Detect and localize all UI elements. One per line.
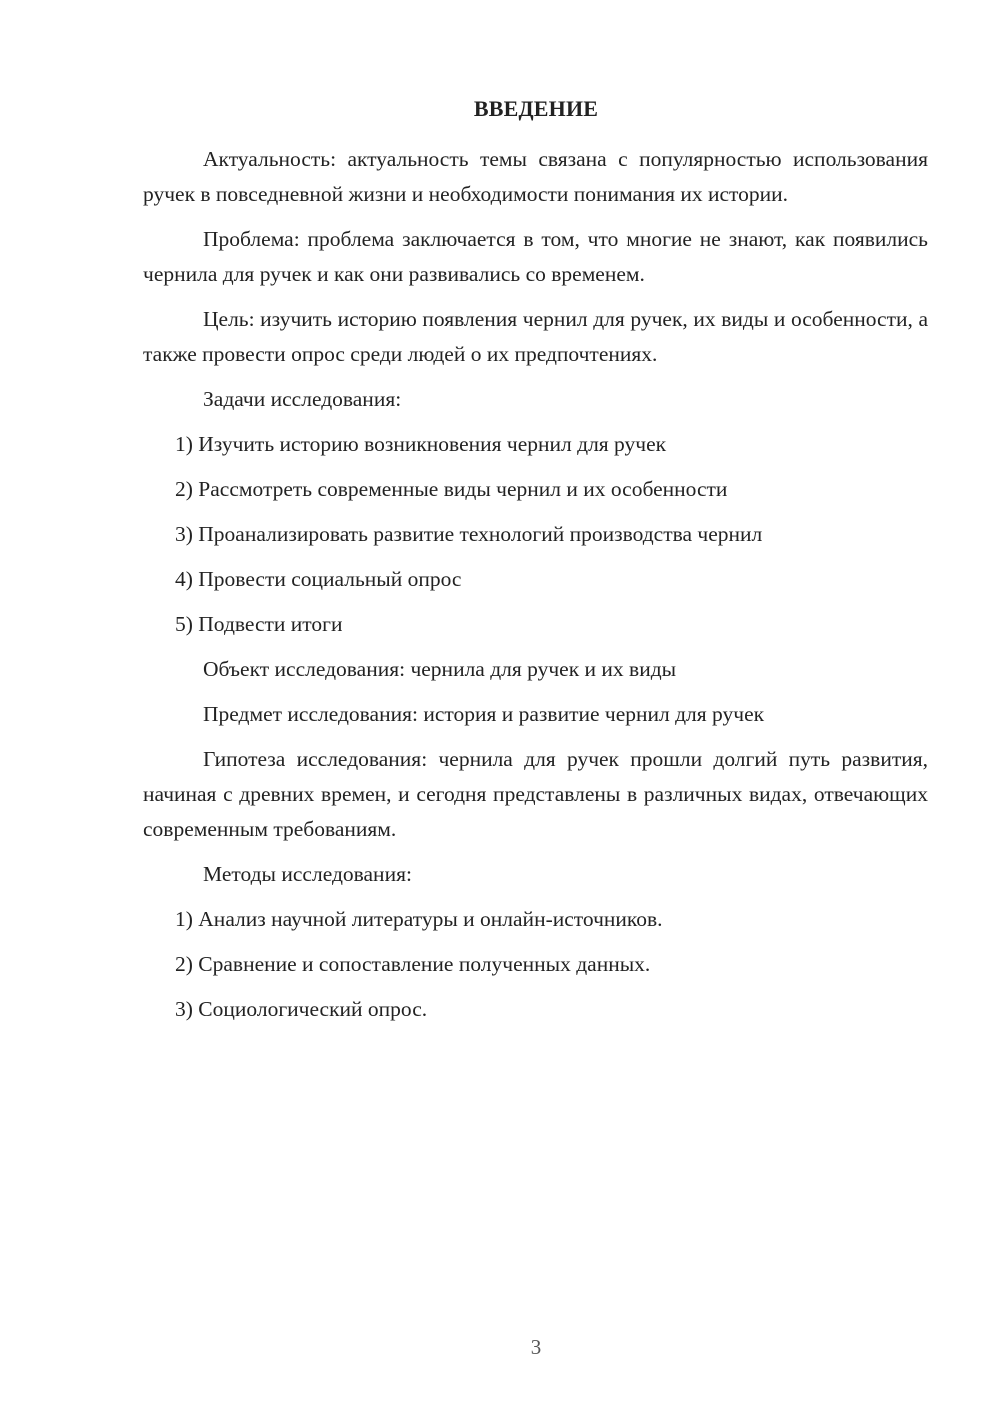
list-item: 2) Рассмотреть современные виды чернил и их особенности (175, 477, 728, 501)
subject-paragraph: Предмет исследования: история и развитие чернил для ручек (203, 702, 765, 726)
goal-paragraph: Цель: изучить историю появления чернил для ручек, их виды и особенности, а также провести опрос среди людей о их предпочтениях. (143, 307, 928, 366)
list-item: 3) Социологический опрос. (175, 997, 428, 1021)
list-item: 1) Анализ научной литературы и онлайн-источников. (175, 907, 663, 931)
list-item: 1) Изучить историю возникновения чернил для ручек (175, 432, 667, 456)
list-item: 2) Сравнение и сопоставление полученных данных. (175, 952, 651, 976)
document-body (143, 142, 928, 1037)
list-item: 4) Провести социальный опрос (175, 567, 462, 591)
list-item: 5) Подвести итоги (175, 612, 343, 636)
page-number: 3 (530, 1335, 542, 1359)
section-title: ВВЕДЕНИЕ (473, 96, 599, 121)
methods-list (143, 902, 928, 1027)
relevance-paragraph: Актуальность: актуальность темы связана с популярностью использования ручек в повседневной жизни и необходимости понимания их истории. (143, 147, 928, 206)
problem-paragraph: Проблема: проблема заключается в том, что многие не знают, как появились чернила для ручек и как они развивались со временем. (143, 227, 928, 286)
object-paragraph: Объект исследования: чернила для ручек и их виды (203, 657, 677, 681)
tasks-heading: Задачи исследования: (203, 387, 402, 411)
hypothesis-paragraph: Гипотеза исследования: чернила для ручек прошли долгий путь развития, начиная с древних времен, и сегодня представлены в различных видах, отвечающих современным требованиям. (143, 747, 928, 841)
methods-heading: Методы исследования: (203, 862, 412, 886)
list-item: 3) Проанализировать развитие технологий производства чернил (175, 522, 763, 546)
tasks-list (143, 427, 928, 642)
